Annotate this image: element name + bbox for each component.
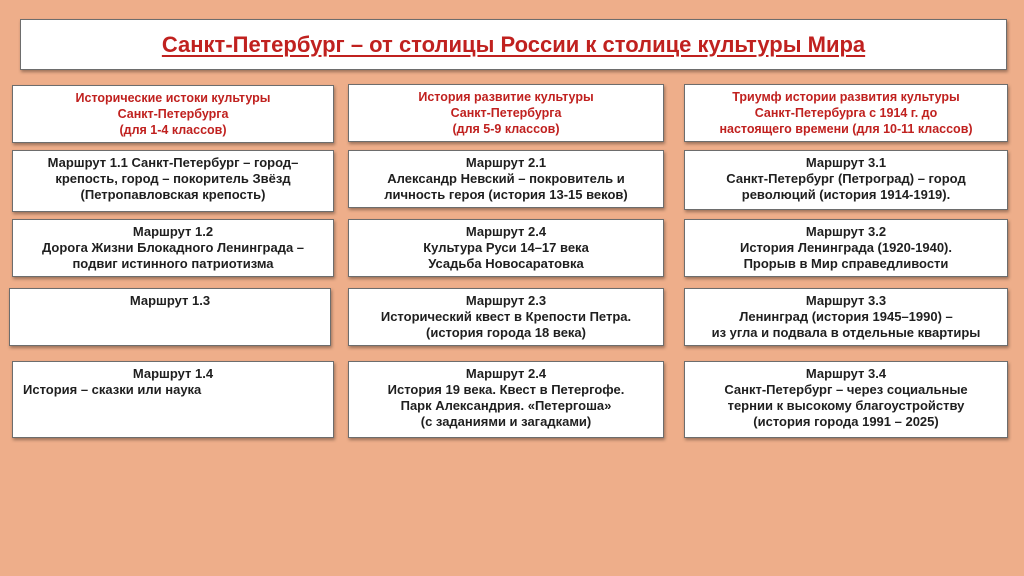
route-line: Маршрут 1.1 Санкт-Петербург – город–	[47, 155, 299, 170]
route-line: Парк Александрия. «Петергоша»	[400, 398, 612, 413]
route-3-4[interactable]	[684, 361, 1008, 438]
route-line: Маршрут 2.1	[465, 155, 547, 170]
route-line: (история города 18 века)	[426, 325, 586, 340]
route-line: История Ленинграда (1920-1940).	[739, 240, 952, 255]
route-line: (с заданиями и загадками)	[420, 414, 592, 429]
route-line: Маршрут 3.1	[805, 155, 887, 170]
header-line: Санкт-Петербурга с 1914 г. до	[754, 106, 938, 120]
route-line: Исторический квест в Крепости Петра.	[380, 309, 632, 324]
column-3-header	[684, 84, 1008, 142]
header-line: Исторические истоки культуры	[75, 91, 271, 105]
header-line: (для 5-9 классов)	[452, 122, 560, 136]
route-line: революций (история 1914-1919).	[741, 187, 951, 202]
route-line: Санкт-Петербург (Петроград) – город	[726, 171, 966, 186]
route-line: Усадьба Новосаратовка	[428, 256, 584, 271]
route-line: Маршрут 3.3	[805, 293, 887, 308]
route-2-4b[interactable]	[348, 361, 664, 438]
route-3-3[interactable]	[684, 288, 1008, 346]
route-line: Маршрут 1.2	[132, 224, 214, 239]
route-line: тернии к высокому благоустройству	[727, 398, 965, 413]
header-line: История развитие культуры	[418, 90, 594, 104]
route-1-1[interactable]	[12, 150, 334, 212]
route-line: (Петропавловская крепость)	[80, 187, 266, 202]
route-line: личность героя (история 13-15 веков)	[384, 187, 628, 202]
route-line: Маршрут 2.4	[465, 224, 547, 239]
header-line: Санкт-Петербурга	[117, 107, 229, 121]
route-line: Санкт-Петербург – через социальные	[724, 382, 968, 397]
route-1-4[interactable]	[12, 361, 334, 438]
column-1-header	[12, 85, 334, 143]
route-line: История 19 века. Квест в Петергофе.	[387, 382, 625, 397]
route-line: Александр Невский – покровитель и	[387, 171, 625, 186]
header-line: настоящего времени (для 10-11 классов)	[719, 122, 973, 136]
route-line: Маршрут 3.4	[805, 366, 887, 381]
route-line: Маршрут 2.4	[465, 366, 547, 381]
route-line: крепость, город – покоритель Звёзд	[55, 171, 291, 186]
route-3-2[interactable]	[684, 219, 1008, 277]
route-line: Дорога Жизни Блокадного Ленинграда –	[41, 240, 305, 255]
route-1-2[interactable]	[12, 219, 334, 277]
route-line: Прорыв в Мир справедливости	[743, 256, 949, 271]
route-line: Маршрут 3.2	[805, 224, 887, 239]
header-line: Санкт-Петербурга	[450, 106, 562, 120]
header-line: (для 1-4 классов)	[119, 123, 227, 137]
route-2-1[interactable]	[348, 150, 664, 208]
route-line: подвиг истинного патриотизма	[72, 256, 274, 271]
route-line: Маршрут 1.4	[132, 366, 214, 381]
route-1-3[interactable]	[9, 288, 331, 346]
route-line: История – сказки или наука	[23, 382, 202, 397]
route-line: Ленинград (история 1945–1990) –	[739, 309, 953, 324]
page-title-text: Санкт-Петербург – от столицы России к столице культуры Мира	[161, 31, 866, 57]
route-2-4a[interactable]	[348, 219, 664, 277]
page-title	[20, 19, 1007, 70]
route-line: из угла и подвала в отдельные квартиры	[711, 325, 981, 340]
route-line: Маршрут 2.3	[465, 293, 547, 308]
header-line: Триумф истории развития культуры	[732, 90, 960, 104]
route-2-3[interactable]	[348, 288, 664, 346]
route-line: Культура Руси 14–17 века	[423, 240, 589, 255]
route-3-1[interactable]	[684, 150, 1008, 210]
route-line: (история города 1991 – 2025)	[753, 414, 939, 429]
route-line: Маршрут 1.3	[129, 293, 211, 308]
column-2-header	[348, 84, 664, 142]
